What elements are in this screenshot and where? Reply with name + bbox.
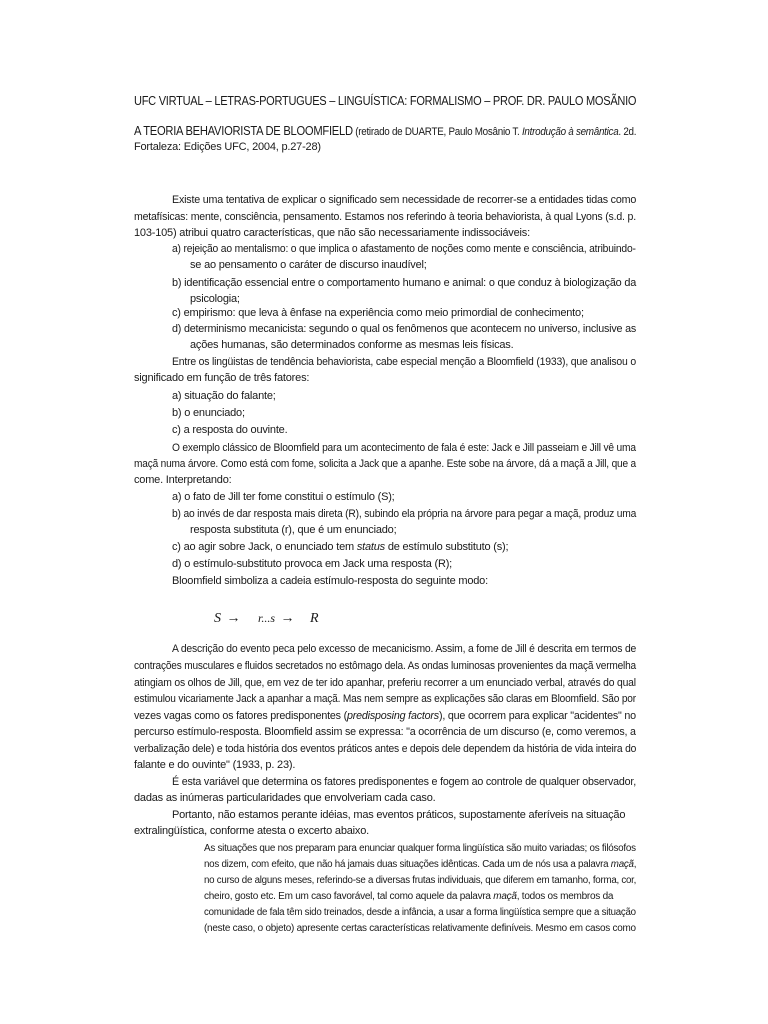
paragraph-line: estimulou vicariamente Jack a apanhar a maçã. Mas nem sempre as explicações são claras em Bloomfield. São por xyxy=(134,693,636,705)
predisposing-term: predisposing factors xyxy=(346,710,439,722)
arrow-icon: → xyxy=(226,611,241,626)
paragraph-line: falante e do ouvinte" (1933, p. 23). xyxy=(134,759,296,771)
list-text: de estímulo substituto (s); xyxy=(384,541,509,553)
paragraph-line: contrações musculares e fluidos secretados no estômago dela. As ondas luminosas provenientes da maçã vermelha xyxy=(134,660,637,672)
course-header xyxy=(134,94,636,108)
paragraph-line: extralingüística, conforme atesta o excerto abaixo. xyxy=(134,825,369,837)
quote-line xyxy=(204,891,613,902)
quote-line: no curso de alguns meses, referindo-se a diversas frutas individuais, que diferem em tamanho, forma, cor, xyxy=(204,875,637,886)
quote-line: comunidade de fala têm sido treinados, desde a infância, a usar a forma lingüística sempre que a situação xyxy=(204,907,636,918)
list-item-continuation: resposta substituta (r), que é um enunciado; xyxy=(190,524,397,536)
list-item-continuation: psicologia; xyxy=(190,293,240,305)
list-item xyxy=(172,541,508,553)
paragraph-line: A descrição do evento peca pelo excesso de mecanicismo. Assim, a fome de Jill é descrita em termos de xyxy=(172,643,637,655)
list-item: b) identificação essencial entre o comportamento humano e animal: o que conduz à biologização da xyxy=(172,277,637,289)
title-edition: . 2d. xyxy=(618,126,637,138)
quote-text: cheiro, gosto etc. Em um caso favorável, tal como aquele da palavra xyxy=(204,891,494,902)
list-item: d) determinismo mecanicista: segundo o qual os fenômenos que acontecem no universo, inclusive as xyxy=(172,323,637,335)
stimulus-response-formula xyxy=(214,611,319,627)
paragraph-line: Entre os lingüistas de tendência behaviorista, cabe especial menção a Bloomfield (1933), que analisou o xyxy=(172,356,636,368)
list-item: a) o fato de Jill ter fome constitui o estímulo (S); xyxy=(172,491,395,503)
article-title xyxy=(134,124,636,138)
list-text: c) ao agir sobre Jack, o enunciado tem xyxy=(172,541,357,553)
paragraph-line: metafísicas: mente, consciência, pensamento. Estamos nos referindo à teoria behaviorista, à qual Lyons (s.d. p. xyxy=(134,211,636,223)
title-publication xyxy=(134,141,321,153)
paragraph-line: O exemplo clássico de Bloomfield para um acontecimento de fala é este: Jack e Jill passeiam e Jill vê uma xyxy=(172,442,636,454)
title-main: A TEORIA BEHAVIORISTA DE BLOOMFIELD xyxy=(134,124,353,138)
course-line: UFC VIRTUAL – LETRAS-PORTUGUES – LINGUÍSTICA: FORMALISMO – PROF. DR. PAULO MOSÃNIO xyxy=(134,94,637,108)
list-item: b) o enunciado; xyxy=(172,407,245,419)
status-term: status xyxy=(356,541,385,553)
paragraph-line: significado em função de três fatores: xyxy=(134,372,310,384)
list-item-continuation: se ao pensamento o caráter de discurso inaudível; xyxy=(190,259,427,271)
publication-info: Fortaleza: Edições UFC, 2004, p.27-28) xyxy=(134,141,321,153)
paragraph-text: vezes vagas como os fatores predisponentes ( xyxy=(134,710,347,722)
quote-text: , xyxy=(633,859,637,870)
paragraph-line: É esta variável que determina os fatores predisponentes e fogem ao controle de qualquer observador, xyxy=(172,776,636,788)
paragraph-line: come. Interpretando: xyxy=(134,474,232,486)
formula-s: S xyxy=(214,611,221,626)
quote-term: maçã xyxy=(493,891,517,902)
paragraph-line: maçã numa árvore. Como está com fome, solicita a Jack que a apanhe. Este sobe na árvore, dá a maçã a Jill, que a xyxy=(134,458,636,470)
list-item: b) ao invés de dar resposta mais direta (R), subindo ela própria na árvore para pegar a maçã, produz uma xyxy=(172,508,637,520)
quote-text: nos dizem, com efeito, que não há jamais duas situações idênticas. Cada um de nós usa a palavra xyxy=(204,859,611,870)
list-item: c) empirismo: que leva à ênfase na experiência como meio primordial de conhecimento; xyxy=(172,307,584,319)
paragraph-line: Bloomfield simboliza a cadeia estímulo-resposta do seguinte modo: xyxy=(172,575,488,587)
paragraph-line: dadas as inúmeras particularidades que envolveriam cada caso. xyxy=(134,792,436,804)
quote-line xyxy=(204,859,636,870)
quote-line: (neste caso, o objeto) apresente certas características relativamente definíveis. Mesmo em casos como xyxy=(204,923,636,934)
paragraph-line xyxy=(134,710,636,722)
paragraph-line: verbalização dele) e toda história dos eventos práticos antes e depois dele dependem da história de vida inteira do xyxy=(134,743,637,755)
book-title: Introdução à semântica xyxy=(521,126,619,138)
quote-line: As situações que nos preparam para enunciar qualquer forma lingüística são muito variadas; os filósofos xyxy=(204,843,636,854)
list-item: a) rejeição ao mentalismo: o que implica o afastamento de noções como mente e consciência, atribuindo- xyxy=(172,243,636,255)
title-reference: (retirado de DUARTE, Paulo Mosânio T. xyxy=(352,126,522,138)
formula-middle: r...s xyxy=(258,611,276,625)
list-item-continuation: ações humanas, são determinados conforme as mesmas leis físicas. xyxy=(190,339,514,351)
formula-r: R xyxy=(310,611,319,626)
list-item: c) a resposta do ouvinte. xyxy=(172,424,288,436)
paragraph-line: 103-105) atribui quatro características, que não são necessariamente indissociáveis: xyxy=(134,227,530,239)
list-item: a) situação do falante; xyxy=(172,390,276,402)
paragraph-line: percurso estímulo-resposta. Bloomfield assim se expressa: "a ocorrência de um discurso (e, como veremos, a xyxy=(134,726,636,738)
paragraph-line: Portanto, não estamos perante idéias, mas eventos práticos, supostamente aferíveis na situação xyxy=(172,809,626,821)
list-item: d) o estímulo-substituto provoca em Jack uma resposta (R); xyxy=(172,558,453,570)
paragraph-line: Existe uma tentativa de explicar o significado sem necessidade de recorrer-se a entidades tidas como xyxy=(172,194,637,206)
paragraph-text: ), que ocorrem para explicar "acidentes" no xyxy=(438,710,636,722)
arrow-icon: → xyxy=(280,611,295,626)
paragraph-line: atingiam os olhos de Jill, que, em vez de ter ido apanhar, preferiu recorrer a um enunciado verbal, através do qual xyxy=(134,677,636,689)
quote-text: , todos os membros da xyxy=(516,891,614,902)
quote-term: maçã xyxy=(610,859,634,870)
